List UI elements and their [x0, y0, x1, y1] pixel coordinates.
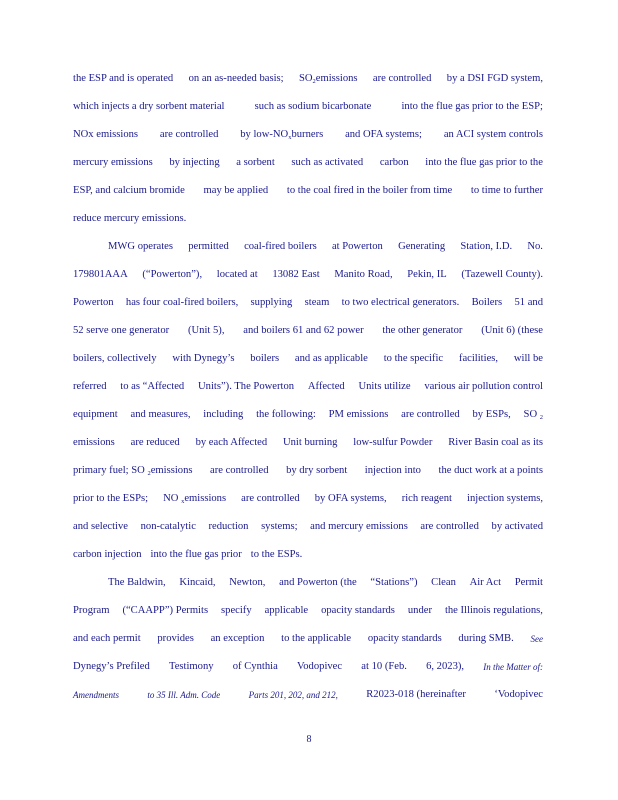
text-line: emissions are reduced by each Affected Unit burning low-sulfur Powder River Basin coal as its — [73, 437, 543, 448]
text-line: Powerton has four coal-fired boilers, supplying steam to two electrical generators. Boilers 51 and — [73, 297, 543, 308]
text-line: boilers, collectively with Dynegy’s boilers and as applicable to the specific facilities, will be — [73, 353, 543, 364]
text-line: Amendments to 35 Ill. Adm. Code Parts 201, 202, and 212, R2023-018 (hereinafter ‘Vodopivec — [73, 689, 543, 700]
subscript: x — [288, 134, 292, 141]
text-line: MWG operates permitted coal-fired boilers at Powerton Generating Station, I.D. No. — [108, 241, 543, 252]
text-line: reduce mercury emissions. — [73, 213, 187, 224]
text-line: equipment and measures, including the following: PM emissions are controlled by ESPs, SO 2 — [73, 408, 543, 425]
text-line: which injects a dry sorbent material such as sodium bicarbonate into the flue gas prior to the ESP; — [73, 101, 543, 112]
text-line: 52 serve one generator (Unit 5), and boilers 61 and 62 power the other generator (Unit 6) (these — [73, 325, 543, 336]
text-line: The Baldwin, Kincaid, Newton, and Powerton (the “Stations”) Clean Air Act Permit — [108, 577, 543, 588]
subscript: 2 — [147, 470, 151, 477]
text-line: 179801AAA (“Powerton”), located at 13082 East Manito Road, Pekin, IL (Tazewell County). — [73, 269, 543, 280]
text-line: NOx emissions are controlled by low-NOxburners and OFA systems; an ACI system controls — [73, 128, 543, 145]
subscript: x — [181, 498, 185, 505]
page-number: 8 — [306, 734, 312, 745]
text-line: carbon injection into the flue gas prior to the ESPs. — [73, 549, 303, 560]
text-line: prior to the ESPs; NO xemissions are controlled by OFA systems, rich reagent injection systems, — [73, 492, 543, 509]
text-line: mercury emissions by injecting a sorbent such as activated carbon into the flue gas prior to the — [73, 157, 543, 168]
text-line: ESP, and calcium bromide may be applied to the coal fired in the boiler from time to time to further — [73, 185, 543, 196]
text-line: primary fuel; SO 2emissions are controlled by dry sorbent injection into the duct work at a points — [73, 464, 543, 481]
text-line: and selective non-catalytic reduction systems; and mercury emissions are controlled by activated — [73, 521, 543, 532]
text-line: the ESP and is operated on an as-needed basis; SO2emissions are controlled by a DSI FGD system, — [73, 72, 543, 89]
text-line: Program (“CAAPP”) Permits specify applicable opacity standards under the Illinois regulations, — [73, 605, 543, 616]
subscript: 2 — [539, 414, 543, 421]
text-line: Dynegy’s Prefiled Testimony of Cynthia Vodopivec at 10 (Feb. 6, 2023), In the Matter of: — [73, 661, 543, 672]
text-line: referred to as “Affected Units”). The Powerton Affected Units utilize various air pollution control — [73, 381, 543, 392]
subscript: 2 — [312, 78, 316, 85]
text-line: and each permit provides an exception to the applicable opacity standards during SMB. See — [73, 633, 543, 644]
